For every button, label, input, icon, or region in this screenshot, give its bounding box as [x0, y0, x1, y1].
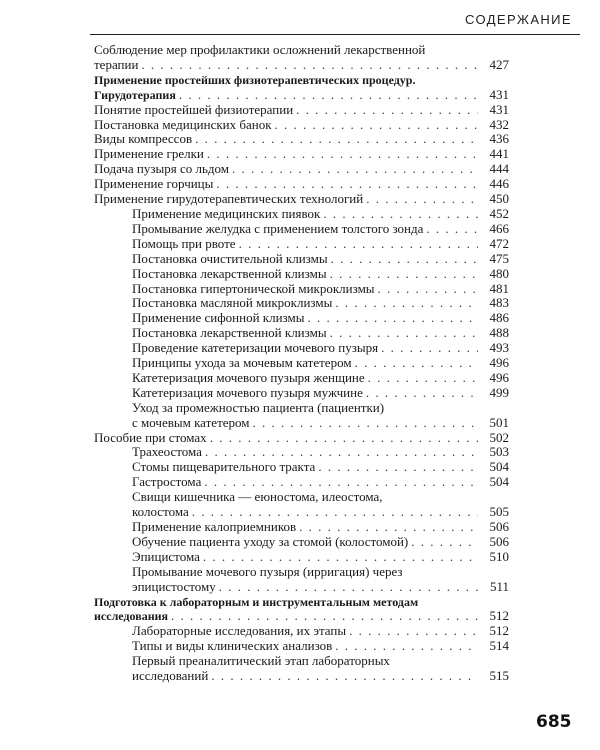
toc-entry-title-line: Эпицистома: [132, 548, 200, 564]
toc-entry: [94, 311, 509, 326]
toc-entry: [94, 73, 509, 103]
toc-entry-page: 475: [489, 250, 509, 266]
toc-entry-title-line: Соблюдение мер профилактики осложнений лекарственной: [94, 42, 426, 57]
dot-leader: [253, 416, 478, 431]
dot-leader: [203, 550, 478, 565]
toc-entry-page: 466: [489, 220, 509, 236]
dot-leader: [378, 282, 478, 297]
toc-entry: [94, 326, 509, 341]
dot-leader: [323, 207, 478, 222]
toc-entry-title-line: Промывание желудка с применением толстого зонда: [132, 220, 424, 236]
dot-leader: [232, 162, 478, 177]
toc-entry-title-line: Постановка лекарственной клизмы: [132, 325, 327, 341]
dot-leader: [335, 296, 478, 311]
toc-entry-page: 480: [489, 265, 509, 281]
toc-entry-title-line: Помощь при рвоте: [132, 235, 236, 251]
dot-leader: [368, 371, 478, 386]
toc-entry: [94, 237, 509, 252]
dot-leader: [210, 431, 478, 446]
toc-entry: [94, 535, 509, 550]
dot-leader: [296, 103, 478, 118]
toc-entry-page: 483: [489, 295, 509, 311]
table-of-contents: [94, 43, 509, 684]
toc-entry-page: 506: [489, 533, 509, 549]
toc-entry-title-line: Виды компрессов: [94, 131, 193, 147]
dot-leader: [299, 520, 478, 535]
dot-leader: [179, 88, 478, 103]
toc-entry-title-line: Постановка масляной микроклизмы: [132, 295, 333, 311]
running-header: [90, 0, 580, 35]
toc-entry: [94, 624, 509, 639]
toc-entry-title-line: Применение горчицы: [94, 176, 214, 192]
toc-entry-title-line: Постановка лекарственной клизмы: [132, 265, 327, 281]
toc-entry: [94, 445, 509, 460]
dot-leader: [205, 445, 478, 460]
toc-entry: [94, 356, 509, 371]
dot-leader: [335, 639, 478, 654]
toc-entry-title-line: Постановка гипертонической микроклизмы: [132, 280, 375, 296]
toc-entry-title-line: Гастростома: [132, 474, 202, 490]
toc-entry-title-line: Свищи кишечника — еюностома, илеостома,: [132, 489, 383, 505]
dot-leader: [171, 609, 478, 624]
toc-entry: [94, 222, 509, 237]
toc-entry-title-line: Проведение катетеризации мочевого пузыря: [132, 340, 379, 356]
toc-entry: [94, 118, 509, 133]
toc-entry-title-line: Применение калоприемников: [132, 519, 297, 534]
dot-leader: [411, 535, 478, 550]
toc-entry: [94, 282, 509, 297]
toc-entry-title-line: Принципы ухода за мочевым катетером: [132, 355, 352, 371]
toc-entry-page: 450: [489, 191, 509, 207]
toc-entry-title-line: колостома: [132, 504, 189, 520]
toc-entry: [94, 341, 509, 356]
header-title: СОДЕРЖАНИЕ: [464, 12, 572, 27]
toc-entry: [94, 177, 509, 192]
toc-entry: [94, 267, 509, 282]
toc-entry-title-line: Подача пузыря со льдом: [94, 161, 230, 177]
toc-entry-title-line: Применение медицинских пиявок: [132, 205, 321, 221]
dot-leader: [211, 669, 478, 684]
dot-leader: [366, 386, 478, 401]
toc-entry: [94, 431, 509, 446]
dot-leader: [307, 311, 478, 326]
toc-entry-title-line: Применение сифонной клизмы: [132, 310, 305, 326]
toc-entry-page: 504: [489, 459, 509, 475]
toc-entry-page: 496: [489, 355, 509, 371]
toc-entry-title-line: Применение грелки: [94, 146, 204, 162]
toc-entry-title-line: Применение гирудотерапевтических технологий: [94, 191, 364, 207]
toc-entry: [94, 162, 509, 177]
toc-entry-page: 444: [489, 161, 509, 177]
toc-entry-title-line: Гирудотерапия: [94, 87, 176, 102]
toc-entry-page: 431: [489, 86, 509, 102]
toc-entry-title-line: Трахеостома: [132, 444, 202, 460]
toc-entry-page: 446: [489, 176, 509, 192]
toc-entry: [94, 207, 509, 222]
toc-entry-page: 496: [489, 369, 509, 385]
toc-entry-title-line: Типы и виды клинических анализов: [132, 638, 333, 654]
toc-entry-title-line: Постановка медицинских банок: [94, 116, 272, 132]
dot-leader: [275, 118, 478, 133]
dot-leader: [239, 237, 478, 252]
toc-entry-page: 506: [489, 519, 509, 534]
toc-entry: [94, 132, 509, 147]
toc-entry-page: 501: [489, 414, 509, 430]
page-number: 685: [536, 712, 572, 732]
dot-leader: [318, 460, 478, 475]
toc-entry-title-line: Первый преаналитический этап лабораторных: [132, 653, 390, 669]
toc-entry: [94, 639, 509, 654]
toc-entry-title-line: Подготовка к лабораторным и инструментальным методам: [94, 594, 419, 609]
toc-entry: [94, 490, 509, 520]
dot-leader: [381, 341, 478, 356]
toc-entry: [94, 252, 509, 267]
toc-entry-page: 436: [489, 131, 509, 147]
toc-entry: [94, 550, 509, 565]
toc-entry-title-line: терапии: [94, 56, 139, 72]
dot-leader: [192, 505, 478, 520]
toc-entry-page: 515: [489, 668, 509, 684]
toc-entry: [94, 296, 509, 311]
toc-entry: [94, 386, 509, 401]
toc-entry-title-line: исследования: [94, 609, 169, 624]
toc-entry-title-line: Понятие простейшей физиотерапии: [94, 101, 294, 117]
dot-leader: [204, 475, 478, 490]
toc-entry-page: 486: [489, 310, 509, 326]
dot-leader: [426, 222, 478, 237]
dot-leader: [330, 326, 478, 341]
dot-leader: [355, 356, 478, 371]
dot-leader: [141, 58, 478, 73]
toc-entry-title-line: Уход за промежностью пациента (пациентки): [132, 399, 385, 415]
toc-entry: [94, 43, 509, 73]
dot-leader: [207, 147, 478, 162]
toc-entry-title-line: Катетеризация мочевого пузыря женщине: [132, 369, 365, 385]
toc-entry-title-line: исследований: [132, 668, 209, 684]
toc-entry-page: 452: [489, 205, 509, 221]
toc-entry: [94, 565, 509, 595]
dot-leader: [195, 132, 478, 147]
toc-entry-title-line: Промывание мочевого пузыря (ирригация) через: [132, 563, 403, 579]
toc-entry: [94, 460, 509, 475]
toc-entry: [94, 401, 509, 431]
toc-entry-title-line: Пособие при стомах: [94, 429, 207, 445]
dot-leader: [216, 177, 478, 192]
toc-entry-page: 432: [489, 116, 509, 132]
toc-entry: [94, 103, 509, 118]
toc-entry: [94, 147, 509, 162]
toc-entry-title-line: Катетеризация мочевого пузыря мужчине: [132, 384, 363, 400]
toc-entry-page: 503: [489, 444, 509, 460]
toc-entry-page: 502: [489, 429, 509, 445]
toc-entry: [94, 192, 509, 207]
toc-entry-page: 511: [489, 578, 509, 594]
toc-entry: [94, 475, 509, 490]
toc-entry: [94, 595, 509, 625]
toc-entry: [94, 520, 509, 535]
toc-entry-page: 481: [489, 280, 509, 296]
toc-entry-page: 499: [489, 384, 509, 400]
dot-leader: [349, 624, 478, 639]
toc-entry-title-line: Постановка очистительной клизмы: [132, 250, 328, 266]
dot-leader: [366, 192, 478, 207]
dot-leader: [331, 252, 478, 267]
toc-entry-title-line: Обучение пациента уходу за стомой (колостомой): [132, 533, 409, 549]
toc-entry: [94, 371, 509, 386]
toc-entry-page: 505: [489, 504, 509, 520]
dot-leader: [330, 267, 478, 282]
toc-entry-page: 441: [489, 146, 509, 162]
toc-entry-page: 504: [489, 474, 509, 490]
toc-entry: [94, 654, 509, 684]
toc-entry-page: 472: [489, 235, 509, 251]
toc-entry-page: 431: [489, 101, 509, 117]
toc-entry-title-line: Лабораторные исследования, их этапы: [132, 623, 347, 639]
toc-entry-page: 510: [489, 548, 509, 564]
toc-entry-title-line: Применение простейших физиотерапевтических процедур.: [94, 72, 416, 87]
toc-entry-page: 514: [489, 638, 509, 654]
toc-entry-page: 512: [489, 608, 509, 624]
toc-entry-title-line: с мочевым катетером: [132, 414, 250, 430]
dot-leader: [219, 580, 478, 595]
toc-entry-page: 488: [489, 325, 509, 341]
toc-entry-page: 512: [489, 623, 509, 639]
toc-entry-title-line: эпицистостому: [132, 578, 216, 594]
toc-entry-page: 427: [489, 56, 509, 72]
toc-entry-title-line: Стомы пищеварительного тракта: [132, 459, 316, 475]
toc-entry-page: 493: [489, 340, 509, 356]
